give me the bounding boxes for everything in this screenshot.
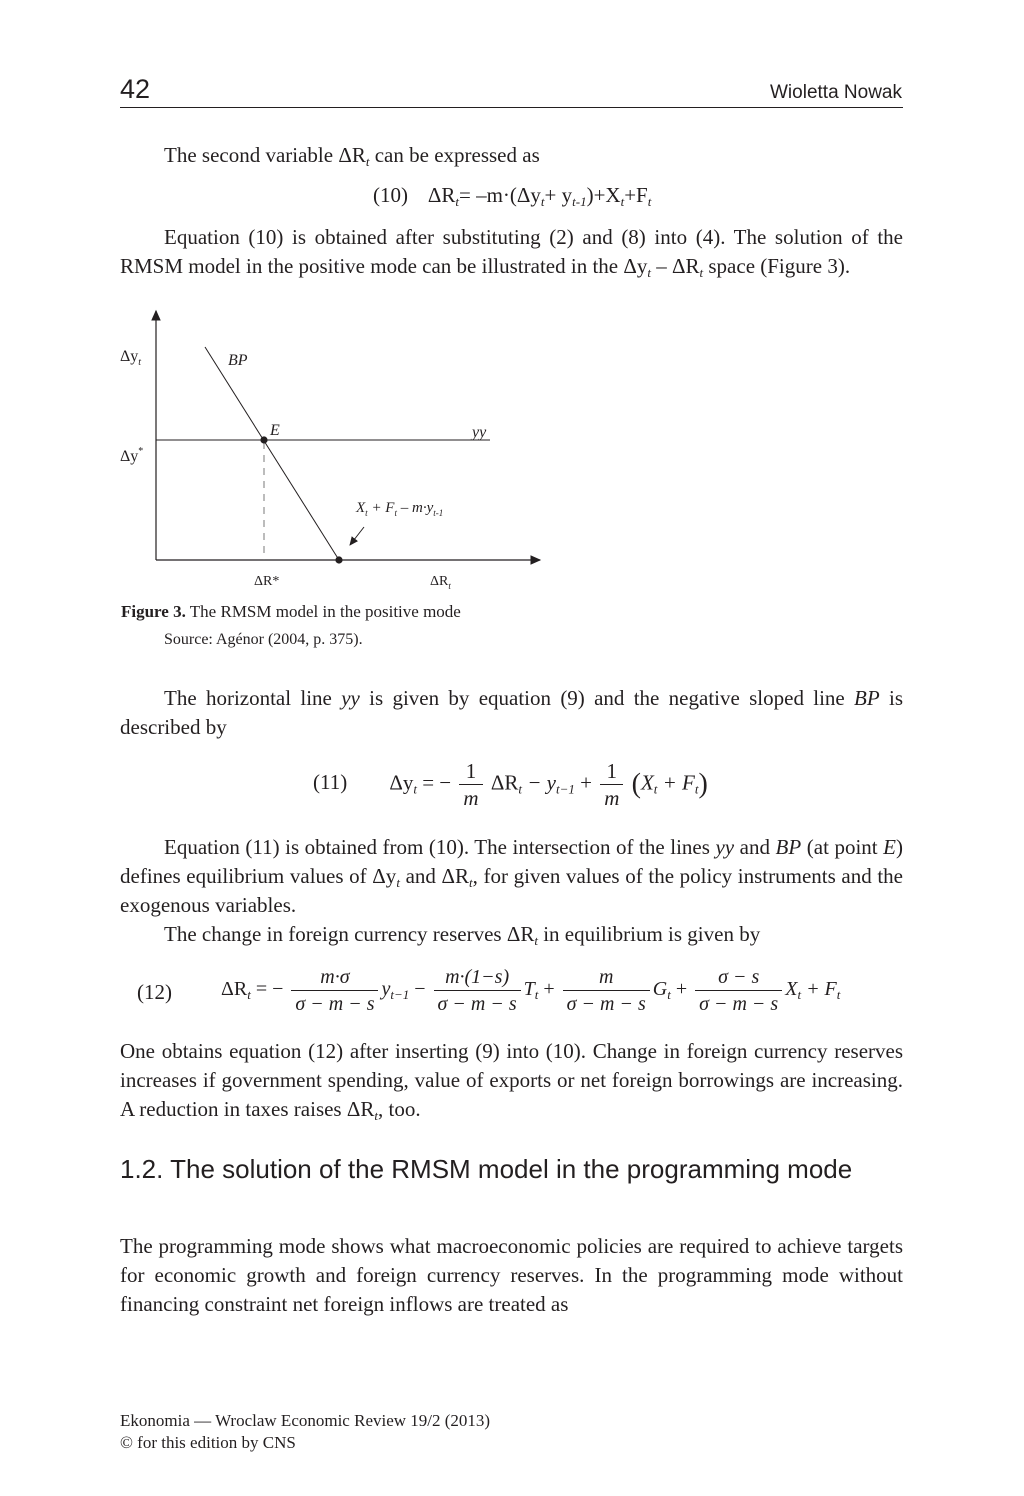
paragraph-reserves: The change in foreign currency reserves $\Delta R_t$ in equilibrium is given by bbox=[164, 922, 761, 948]
figure-3-diagram bbox=[110, 305, 560, 605]
header-rule bbox=[120, 107, 903, 108]
paragraph-equation-10: Equation (10) is obtained after substituting (2) and (8) into (4). The solution of the RMSM model in the positive mode can be illustrated in the $\Delta y_t - \Delta R_t$ space (Figure 3). bbox=[120, 225, 903, 280]
page-number: 42 bbox=[120, 74, 151, 104]
copyright-footer: © for this edition by CNS bbox=[120, 1433, 296, 1452]
intercept-pointer bbox=[350, 527, 364, 545]
equilibrium-point bbox=[260, 436, 267, 443]
equation-number: (11) bbox=[313, 770, 348, 795]
yy-label: yy bbox=[472, 424, 487, 441]
paragraph-bp-line: The horizontal line yy is given by equation (9) and the negative sloped line BP is described by bbox=[120, 686, 903, 739]
equation-12-number: (12) bbox=[137, 980, 172, 1004]
intercept-point bbox=[335, 556, 342, 563]
equation-11: (11) $\Delta y_t$ = − $\frac{1}{m}$ $\Delta R_t - y_{t-1}$ + $\frac{1}{m}$ $(X_t + F_t)$ bbox=[313, 759, 708, 810]
paragraph-programming-mode: The programming mode shows what macroeconomic policies are required to achieve targets for economic growth and foreign currency reserves. In the programming mode without financing constraint net foreign inflows are treated as bbox=[120, 1234, 903, 1316]
paragraph-equation-12: One obtains equation (12) after inserting (9) into (10). Change in foreign currency reserves increases if government spending, value of exports or net foreign borrowings are increasing. A reduction in taxes raises $\Delta R_t$, too. bbox=[120, 1039, 903, 1123]
bp-label: BP bbox=[228, 352, 248, 369]
equation-10: (10) $\Delta R_t= -m\cdot(\Delta y_t+ y_{t-1})+X_t+F_t$ bbox=[373, 183, 652, 209]
journal-footer: Ekonomia — Wroclaw Economic Review 19/2 (2013) bbox=[120, 1411, 491, 1430]
equation-number: (10) bbox=[373, 183, 408, 207]
figure-source: Source: Agénor (2004, p. 375). bbox=[164, 631, 363, 648]
intercept-label: $X_t + F_t - m\cdot y_{t-1}$ bbox=[356, 500, 444, 518]
section-heading: 1.2. The solution of the RMSM model in the programming mode bbox=[120, 1154, 853, 1184]
equation-12: $\Delta R_t$ = − $\frac{m\cdot\sigma}{\sigma - m - s}$ $y_{t-1}$ − $\frac{m\cdot(1-s)}{\sigma - m - s}$ $T_t$ + $\frac{m}{\sigma - m - s}$ $G_t$ + $\frac{\sigma - s}{\sigma - m - s}$ $X_t + F_t$ bbox=[221, 966, 841, 1015]
paragraph-intro: The second variable $\Delta R_t$ can be expressed as bbox=[164, 143, 540, 169]
r-star-label: ΔR* bbox=[254, 574, 280, 589]
e-label: E bbox=[270, 422, 280, 439]
y-star-label: Δy* bbox=[120, 446, 144, 465]
bp-line bbox=[205, 347, 339, 560]
paragraph-intersection: Equation (11) is obtained from (10). The intersection of the lines yy and BP (at point E) defines equilibrium values of $\Delta y_t$ and $\Delta R_t$, for given values of the policy instruments and the exogenous variables. bbox=[120, 835, 904, 917]
y-axis-label: $\Delta y_t$ bbox=[120, 348, 142, 368]
running-author: Wioletta Nowak bbox=[770, 82, 902, 103]
x-axis-label: $\Delta R_t$ bbox=[430, 574, 451, 591]
figure-caption: Figure 3. The RMSM model in the positive mode bbox=[121, 602, 461, 621]
